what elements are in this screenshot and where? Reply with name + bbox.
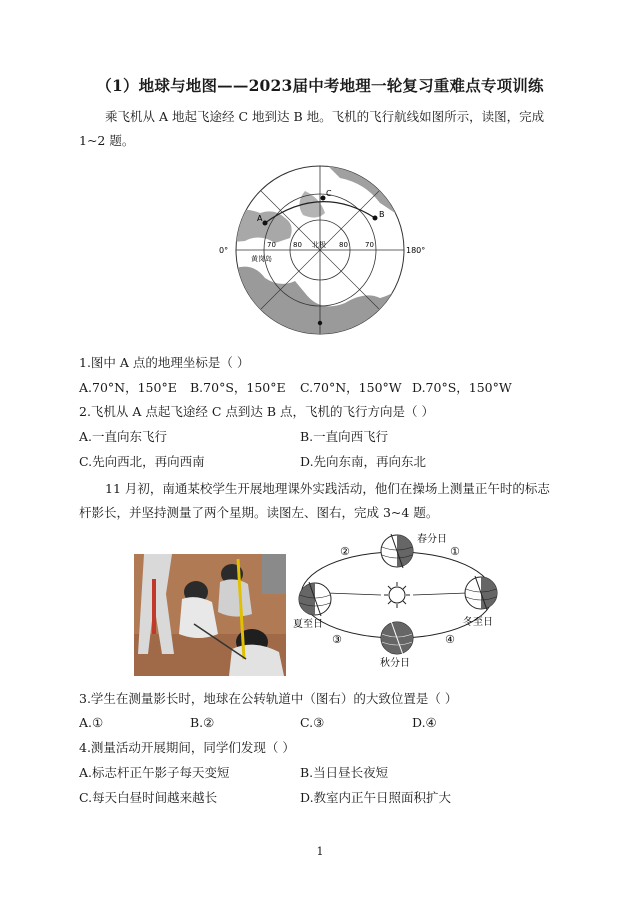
orbit-marker-4: ④ bbox=[445, 633, 455, 646]
question-2-option-a[interactable]: A.一直向东飞行 bbox=[79, 429, 168, 444]
page-number: 1 bbox=[316, 845, 324, 858]
point-a-label: A bbox=[257, 214, 263, 223]
point-b-marker bbox=[373, 216, 378, 221]
question-2-option-d[interactable]: D.先向东南，再向东北 bbox=[300, 454, 427, 469]
question-2-option-b[interactable]: B.一直向西飞行 bbox=[300, 429, 389, 444]
earth-orbit-diagram bbox=[285, 527, 515, 672]
polar-map-svg bbox=[205, 163, 435, 338]
intro-paragraph-2-line-1: 11 月初，南通某校学生开展地理课外实践活动，他们在操场上测量正午时的标志 bbox=[105, 481, 550, 496]
question-3-option-a[interactable]: A.① bbox=[79, 715, 104, 730]
question-1-option-d[interactable]: D.70°S，150°W bbox=[412, 380, 512, 395]
question-3-option-c[interactable]: C.③ bbox=[300, 715, 325, 730]
question-1-option-a[interactable]: A.70°N，150°E bbox=[79, 380, 177, 395]
point-c-marker bbox=[321, 196, 326, 201]
lat-label-70-right: 70 bbox=[365, 241, 374, 249]
earth-winter-solstice-icon bbox=[465, 576, 497, 610]
earth-summer-solstice-icon bbox=[299, 582, 331, 616]
longitude-0-label: 0° bbox=[219, 246, 229, 255]
orbit-marker-3: ③ bbox=[332, 633, 342, 646]
spring-equinox-label: 春分日 bbox=[417, 534, 447, 545]
polar-flight-map bbox=[205, 163, 435, 338]
longitude-180-label: 180° bbox=[406, 246, 426, 255]
island-label: 黄岗岛 bbox=[251, 255, 272, 263]
question-4-option-d[interactable]: D.教室内正午日照面积扩大 bbox=[300, 790, 452, 805]
question-4-stem: 4.测量活动开展期间，同学们发现（ ） bbox=[79, 740, 295, 755]
earth-autumn-equinox-icon bbox=[381, 621, 413, 655]
intro-paragraph-2-line-2: 杆影长，并坚持测量了两个星期。读图左、图右，完成 3~4 题。 bbox=[79, 505, 439, 520]
orbit-marker-1: ① bbox=[450, 545, 460, 558]
question-1-stem: 1.图中 A 点的地理坐标是（ ） bbox=[79, 355, 250, 370]
question-4-option-c[interactable]: C.每天白昼时间越来越长 bbox=[79, 790, 218, 805]
point-c-label: C bbox=[326, 189, 332, 198]
question-1-option-b[interactable]: B.70°S，150°E bbox=[190, 380, 286, 395]
winter-solstice-label: 冬至日 bbox=[463, 617, 493, 628]
question-4-option-b[interactable]: B.当日昼长夜短 bbox=[300, 765, 389, 780]
photo-illustration bbox=[134, 554, 286, 676]
intro-paragraph-1-line-2: 1~2 题。 bbox=[79, 133, 135, 148]
question-3-option-b[interactable]: B.② bbox=[190, 715, 215, 730]
orbit-marker-2: ② bbox=[340, 545, 350, 558]
students-measuring-photo bbox=[134, 554, 286, 676]
question-2-option-c[interactable]: C.先向西北，再向西南 bbox=[79, 454, 205, 469]
point-a-marker bbox=[263, 221, 268, 226]
sun-icon bbox=[389, 587, 405, 603]
question-1-option-c[interactable]: C.70°N，150°W bbox=[300, 380, 402, 395]
north-pole-label: 北极 bbox=[312, 241, 326, 249]
lat-label-80-left: 80 bbox=[293, 241, 302, 249]
intro-paragraph-1-line-1: 乘飞机从 A 地起飞途经 C 地到达 B 地。飞机的飞行航线如图所示，读图，完成 bbox=[105, 109, 545, 124]
question-4-option-a[interactable]: A.标志杆正午影子每天变短 bbox=[79, 765, 230, 780]
lat-label-70-left: 70 bbox=[267, 241, 276, 249]
question-3-option-d[interactable]: D.④ bbox=[412, 715, 437, 730]
point-b-label: B bbox=[379, 210, 385, 219]
lat-label-80-right: 80 bbox=[339, 241, 348, 249]
page-title: （1）地球与地图——2023届中考地理一轮复习重难点专项训练 bbox=[96, 76, 544, 95]
question-2-stem: 2.飞机从 A 点起飞途经 C 点到达 B 点，飞机的飞行方向是（ ） bbox=[79, 404, 435, 419]
question-3-stem: 3.学生在测量影长时，地球在公转轨道中（图右）的大致位置是（ ） bbox=[79, 691, 458, 706]
summer-solstice-label: 夏至日 bbox=[293, 619, 323, 630]
orbit-svg bbox=[285, 527, 515, 672]
bottom-marker bbox=[318, 321, 322, 325]
earth-spring-equinox-icon bbox=[381, 534, 413, 568]
autumn-equinox-label: 秋分日 bbox=[380, 658, 410, 669]
